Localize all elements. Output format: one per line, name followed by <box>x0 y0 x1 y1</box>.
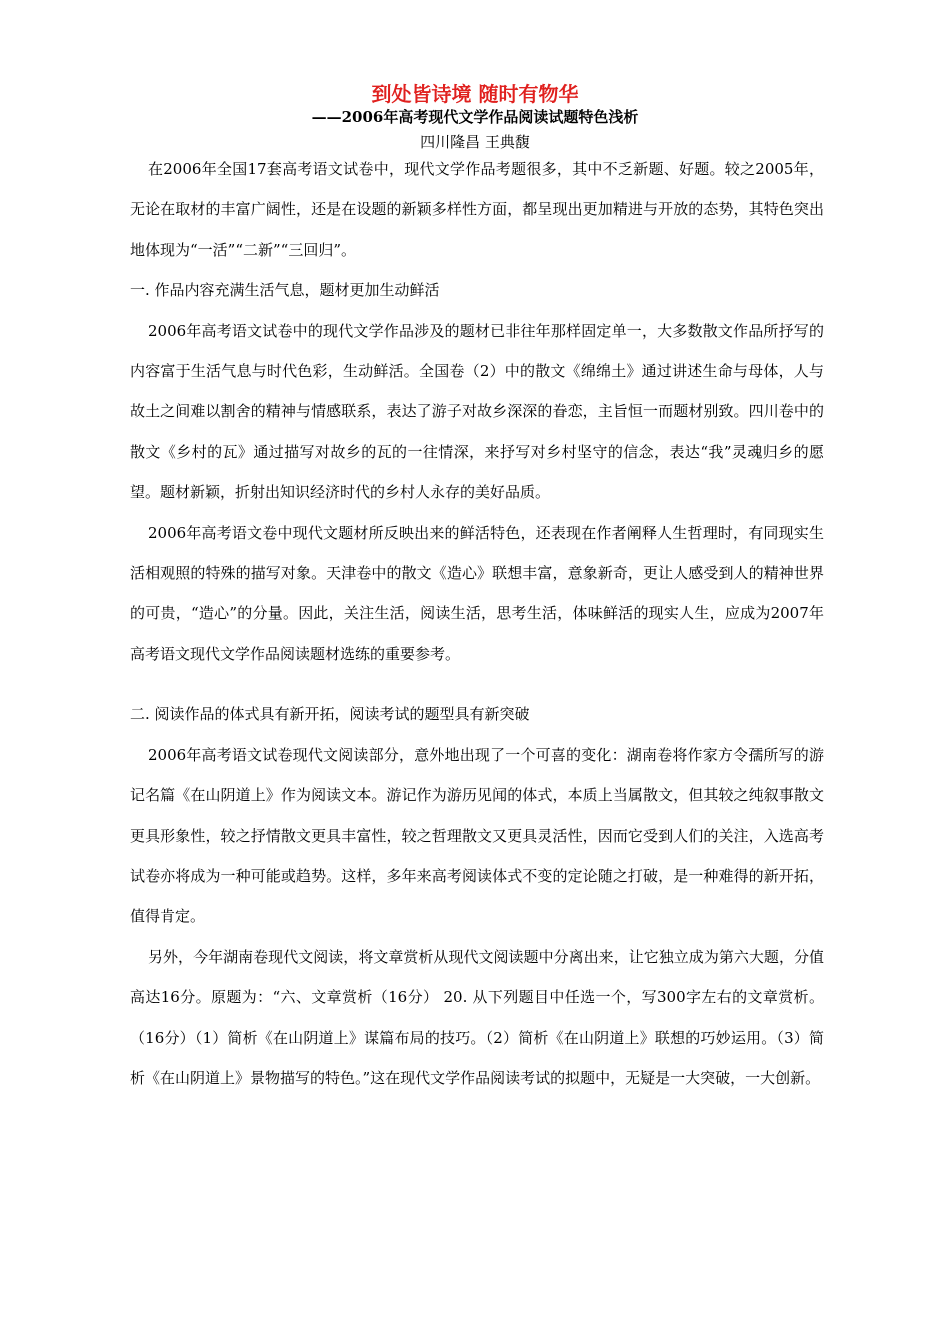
intro-paragraph: 在2006年全国17套高考语文试卷中，现代文学作品考题很多，其中不乏新题、好题。较之2005年，无论在取材的丰富广阔性，还是在设题的新颖多样性方面，都呈现出更加精进与开放的态势，其特色突出地体现为“一活”“二新”“三回归”。 <box>130 160 824 259</box>
section-2-paragraph-1: 2006年高考语文试卷现代文阅读部分，意外地出现了一个可喜的变化：湖南卷将作家方令孺所写的游记名篇《在山阴道上》作为阅读文本。游记作为游历见闻的体式，本质上当属散文，但其较之纯叙事散文更具形象性，较之抒情散文更具丰富性，较之哲理散文又更具灵活性，因而它受到人们的关注，入选高考试卷亦将成为一种可能或趋势。这样，多年来高考阅读体式不变的定论随之打破，是一种难得的新开拓，值得肯定。 <box>130 745 824 926</box>
section-1-heading: 一. 作品内容充满生活气息，题材更加生动鲜活 <box>130 281 440 300</box>
article-body <box>130 149 824 1098</box>
article-author: 四川隆昌 王典馥 <box>420 133 530 151</box>
section-1-paragraph-1: 2006年高考语文试卷中的现代文学作品涉及的题材已非往年那样固定单一，大多数散文作品所抒写的内容富于生活气息与时代色彩，生动鲜活。全国卷（2）中的散文《绵绵土》通过讲述生命与母体，人与故土之间难以割舍的精神与情感联系，表达了游子对故乡深深的眷恋，主旨恒一而题材别致。四川卷中的散文《乡村的瓦》通过描写对故乡的瓦的一往情深，来抒写对乡村坚守的信念，表达“我”灵魂归乡的愿望。题材新颖，折射出知识经济时代的乡村人永存的美好品质。 <box>130 321 824 502</box>
section-2-paragraph-2: 另外，今年湖南卷现代文阅读，将文章赏析从现代文阅读题中分离出来，让它独立成为第六大题，分值高达16分。原题为：“六、文章赏析（16分） 20. 从下列题目中任选一个，写300字左右的文章赏析。（16分）（1）简析《在山阴道上》谋篇布局的技巧。（2）简析《在山阴道上》联想的巧妙运用。（3）简析《在山阴道上》景物描写的特色。”这在现代文学作品阅读考试的拟题中，无疑是一大突破，一大创新。 <box>130 947 824 1087</box>
article-subtitle: ——2006年高考现代文学作品阅读试题特色浅析 <box>311 108 639 126</box>
section-gap <box>130 674 824 694</box>
article-title: 到处皆诗境 随时有物华 <box>371 82 579 106</box>
section-1-paragraph-2: 2006年高考语文卷中现代文题材所反映出来的鲜活特色，还表现在作者阐释人生哲理时，有同现实生活相观照的特殊的描写对象。天津卷中的散文《造心》联想丰富，意象新奇，更让人感受到人的精神世界的可贵，“造心”的分量。因此，关注生活，阅读生活，思考生活，体味鲜活的现实人生，应成为2007年高考语文现代文学作品阅读题材选练的重要参考。 <box>130 523 824 663</box>
section-2-heading: 二. 阅读作品的体式具有新开拓，阅读考试的题型具有新突破 <box>130 705 530 724</box>
